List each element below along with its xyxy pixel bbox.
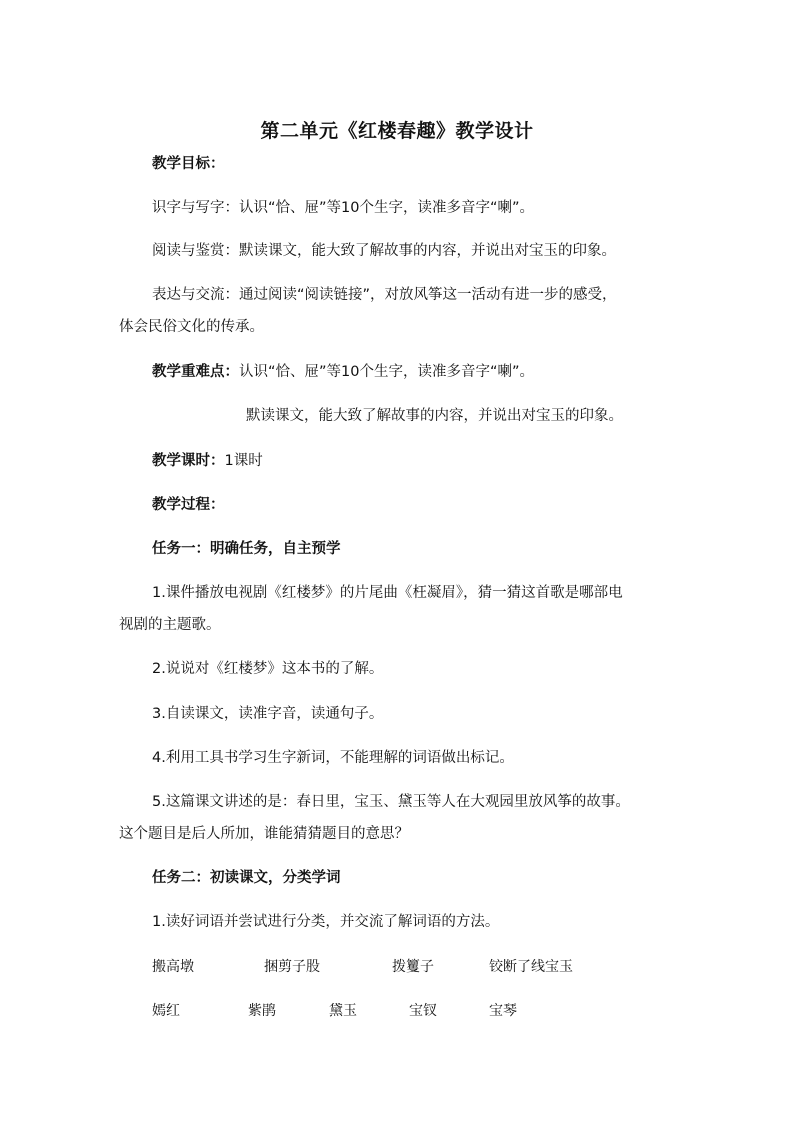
vocab-word: 铰断了线宝玉 [489,959,573,975]
vocab-word: 嫣红 [152,1003,180,1019]
hours-heading: 教学课时： [152,453,225,469]
goal-literacy: 识字与写字：认识“恰、屉”等10个生字，读准多音字“喇”。 [152,200,534,216]
task1-item-2: 2.说说对《红楼梦》这本书的了解。 [152,661,384,677]
key-points-heading: 教学重难点： [152,364,239,380]
key-points-line1 [152,361,534,383]
goal-expression: 表达与交流：通过阅读“阅读链接”，对放风筝这一活动有进一步的感受， [152,287,617,303]
task2-heading: 任务二：初读课文，分类学词 [152,870,341,886]
task1-item-5: 5.这篇课文讲述的是：春日里，宝玉、黛玉等人在大观园里放风筝的故事。 [152,794,630,810]
vocab-word: 宝琴 [489,1003,517,1019]
vocab-word: 搬高墩 [152,959,194,975]
hours-line [152,450,263,472]
goal-expression-cont: 体会民俗文化的传承。 [119,319,264,335]
task1-item-1-cont: 视剧的主题歌。 [119,617,221,633]
task1-item-1: 1.课件播放电视剧《红楼梦》的片尾曲《枉凝眉》，猜一猜这首歌是哪部电 [152,585,623,601]
task1-heading: 任务一：明确任务，自主预学 [152,541,341,557]
key-points-text1: 认识“恰、屉”等10个生字，读准多音字“喇”。 [239,364,534,380]
goals-heading: 教学目标： [152,156,225,172]
page-title: 第二单元《红楼春趣》教学设计 [260,120,534,142]
task2-item-1: 1.读好词语并尝试进行分类，并交流了解词语的方法。 [152,914,500,930]
task1-item-4: 4.利用工具书学习生字新词，不能理解的词语做出标记。 [152,750,514,766]
hours-value: 1课时 [224,453,263,469]
vocab-word: 紫鹃 [248,1003,276,1019]
vocab-word: 黛玉 [329,1003,357,1019]
key-points-line2: 默读课文，能大致了解故事的内容，并说出对宝玉的印象。 [246,408,623,424]
vocab-word: 拨籰子 [392,959,434,975]
vocab-word: 宝钗 [409,1003,437,1019]
task1-item-5-cont: 这个题目是后人所加，谁能猜猜题目的意思？ [119,826,409,842]
vocab-word: 捆剪子股 [264,959,320,975]
process-heading: 教学过程： [152,497,225,513]
task1-item-3: 3.自读课文，读准字音，读通句子。 [152,706,384,722]
goal-reading: 阅读与鉴赏：默读课文，能大致了解故事的内容，并说出对宝玉的印象。 [152,243,616,259]
